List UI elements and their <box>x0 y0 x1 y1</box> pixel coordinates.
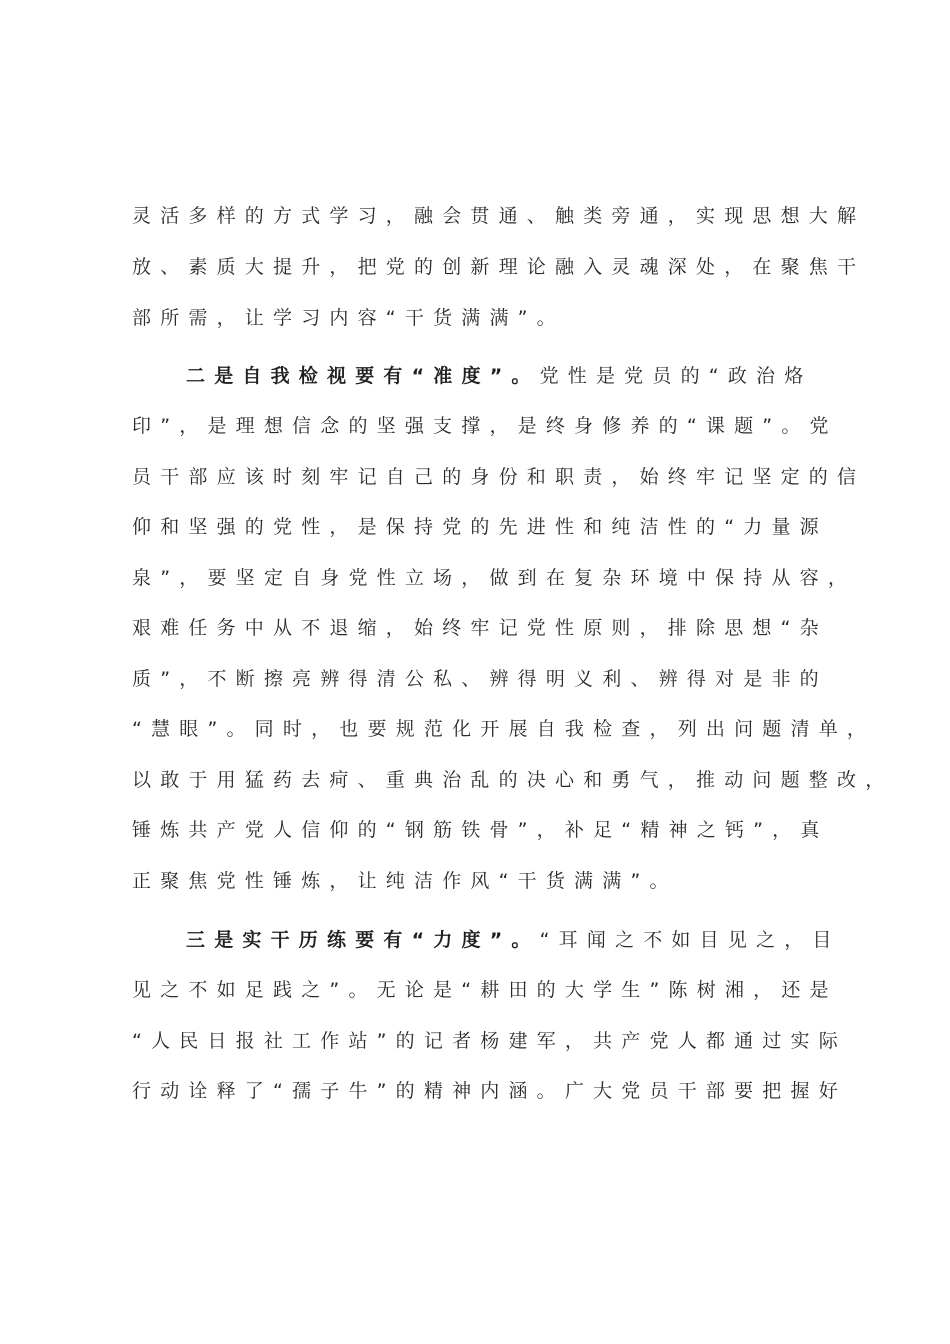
paragraph-1-line-1: 灵活多样的方式学习，融会贯通、触类旁通，实现思想大解 <box>132 205 866 227</box>
paragraph-2-line-2: 印”，是理想信念的坚强支撑，是终身修养的“课题”。党 <box>132 415 838 437</box>
paragraph-3-line-3: “人民日报社工作站”的记者杨建军，共产党人都通过实际 <box>132 1030 847 1052</box>
paragraph-3-line-2: 见之不如足践之”。无论是“耕田的大学生”陈树湘，还是 <box>132 979 838 1001</box>
paragraph-3-heading: 三是实干历练要有“力度”。 <box>186 929 540 951</box>
paragraph-2-line-3: 员干部应该时刻牢记自己的身份和职责，始终牢记坚定的信 <box>132 466 866 488</box>
paragraph-2-heading: 二是自我检视要有“准度”。 <box>186 365 540 387</box>
paragraph-2-line-1 <box>186 360 832 392</box>
paragraph-1-line-2: 放、素质大提升，把党的创新理论融入灵魂深处，在聚焦干 <box>132 256 866 278</box>
paragraph-2-line-8: “慧眼”。同时，也要规范化开展自我检查，列出问题清单， <box>132 718 876 740</box>
paragraph-2-line-11: 正聚焦党性锤炼，让纯洁作风“干货满满”。 <box>132 870 678 892</box>
paragraph-2-line-9: 以敢于用猛药去疴、重典治乱的决心和勇气，推动问题整改， <box>132 769 894 791</box>
paragraph-3-line-4: 行动诠释了“孺子牛”的精神内涵。广大党员干部要把握好 <box>132 1080 847 1102</box>
paragraph-2-line-1-text: 党性是党员的“政治烙 <box>539 365 813 387</box>
paragraph-1-line-3: 部所需，让学习内容“干货满满”。 <box>132 307 565 329</box>
paragraph-3-line-1-text: “耳闻之不如目见之，目 <box>539 929 841 951</box>
paragraph-2-line-7: 质”，不断擦亮辨得清公私、辨得明义利、辨得对是非的 <box>132 668 828 690</box>
paragraph-2-line-4: 仰和坚强的党性，是保持党的先进性和纯洁性的“力量源 <box>132 516 828 538</box>
paragraph-2-line-10: 锤炼共产党人信仰的“钢筋铁骨”，补足“精神之钙”，真 <box>132 819 829 841</box>
paragraph-2-line-5: 泉”，要坚定自身党性立场，做到在复杂环境中保持从容， <box>132 567 857 589</box>
paragraph-3-line-1 <box>186 924 841 956</box>
paragraph-2-line-6: 艰难任务中从不退缩，始终牢记党性原则，排除思想“杂 <box>132 617 828 639</box>
